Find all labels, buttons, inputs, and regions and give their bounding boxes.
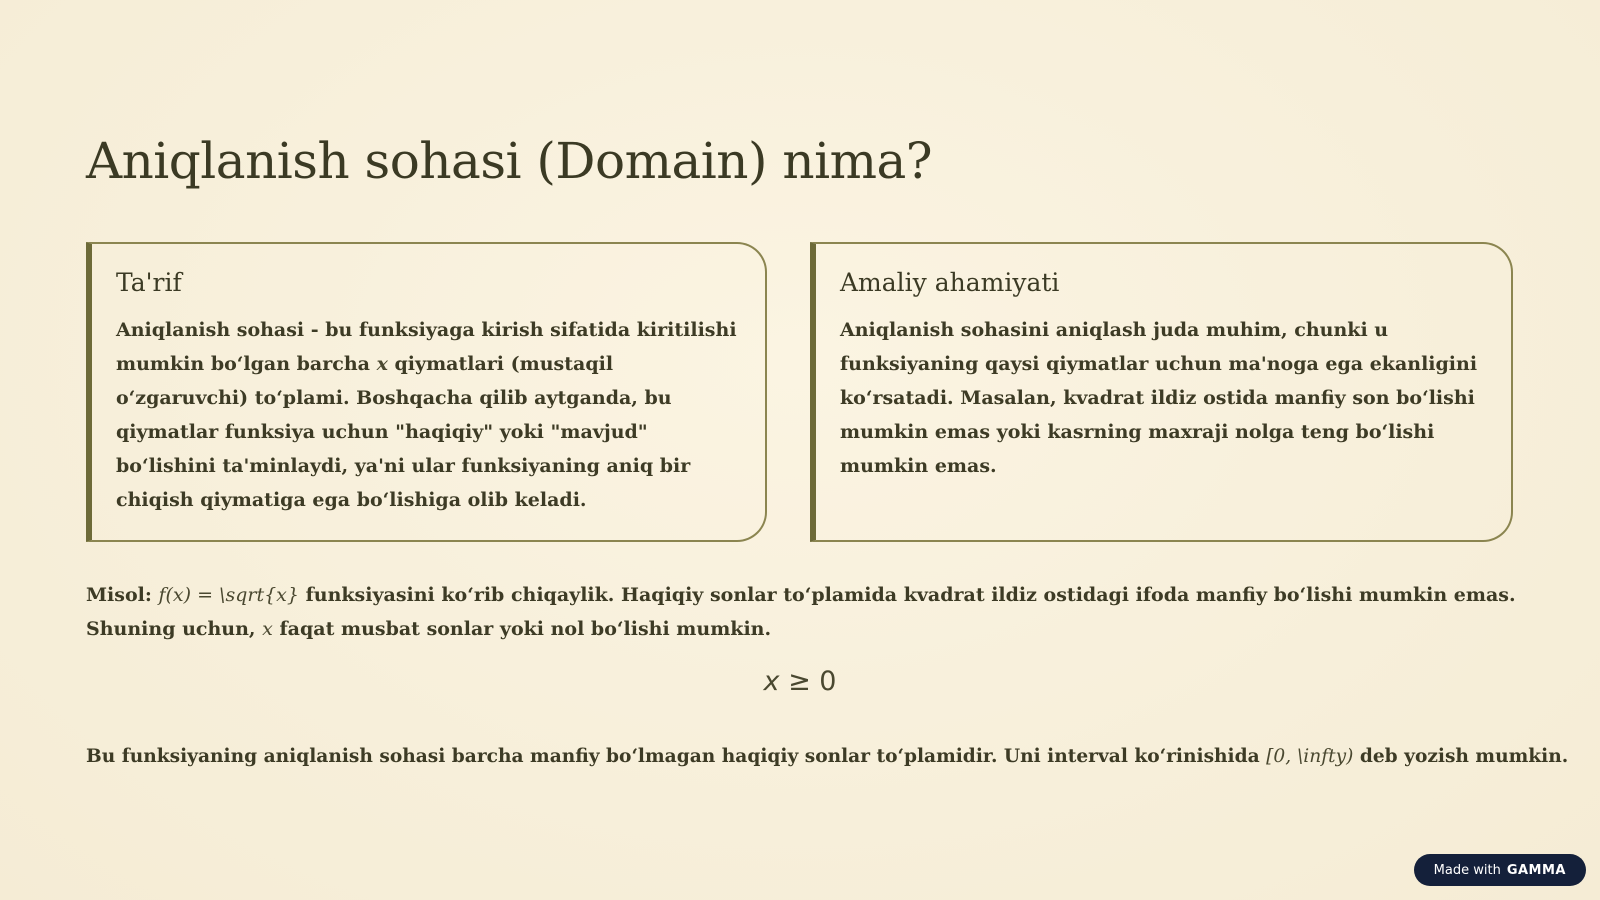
example-label: Misol: (86, 584, 159, 606)
example-paragraph (86, 578, 1546, 646)
definition-card (86, 242, 767, 542)
example-text-part-2: faqat musbat sonlar yoki nol bo‘lishi mumkin. (272, 618, 772, 640)
inequality-rest: ≥ 0 (779, 666, 837, 697)
example-variable-x: x (262, 618, 273, 640)
conclusion-text-part-1: Bu funksiyaning aniqlanish sohasi barcha manfiy bo‘lmagan haqiqiy sonlar to‘plamidir. Uni interval ko‘rinishida (86, 746, 1267, 767)
importance-card (810, 242, 1513, 542)
definition-text-part-2: qiymatlari (mustaqil o‘zgaruvchi) to‘plami. Boshqacha qilib aytganda, bu qiymatlar funksiya uchun "haqiqiy" yoki "mavjud" bo‘lishini ta'minlaydi, ya'ni ular funksiyaning aniq bir chiqish qiymatiga ega bo‘lishiga olib keladi. (116, 353, 691, 511)
conclusion-text-part-2: deb yozish mumkin. (1353, 746, 1569, 767)
definition-text-part-1: Aniqlanish sohasi - bu funksiyaga kirish sifatida kiritilishi mumkin bo‘lgan barcha (116, 319, 737, 375)
badge-prefix: Made with (1433, 862, 1501, 878)
made-with-gamma-badge[interactable] (1414, 854, 1586, 886)
importance-card-text: Aniqlanish sohasini aniqlash juda muhim, chunki u funksiyaning qaysi qiymatlar uchun ma'noga ega ekanligini ko‘rsatadi. Masalan, kvadrat ildiz ostida manfiy son bo‘lishi mumkin emas yoki kasrning maxraji nolga teng bo‘lishi mumkin emas. (840, 319, 1478, 477)
definition-card-text (116, 313, 741, 517)
definition-variable-x: x (376, 353, 388, 375)
definition-card-heading: Ta'rif (116, 268, 182, 297)
example-formula: f(x) = \sqrt{x} (158, 584, 299, 606)
page-title: Aniqlanish sohasi (Domain) nima? (86, 132, 933, 190)
example-text-part-1: funksiyasini ko‘rib chiqaylik. Haqiqiy sonlar to‘plamida kvadrat ildiz ostidagi ifoda manfiy bo‘lishi mumkin emas. Shuning uchun, (86, 584, 1516, 640)
domain-inequality (0, 666, 1600, 697)
inequality-variable: x (763, 666, 780, 697)
conclusion-interval: [0, \infty) (1266, 746, 1354, 767)
importance-card-heading: Amaliy ahamiyati (840, 268, 1060, 297)
conclusion-paragraph (86, 740, 1569, 774)
gamma-logo: GAMMA (1506, 862, 1566, 878)
